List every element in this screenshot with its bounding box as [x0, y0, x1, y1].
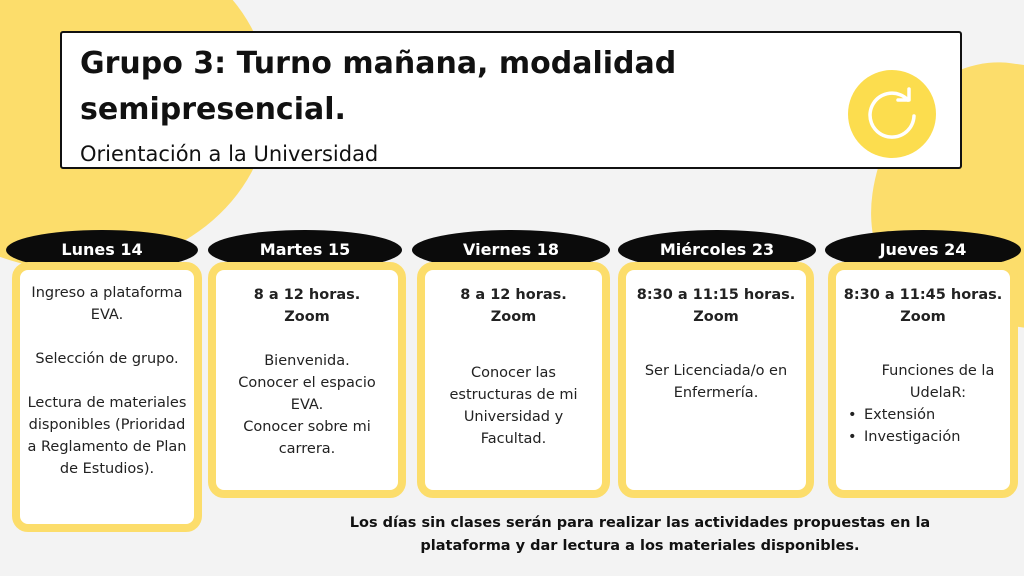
- day-card-jueves: [828, 262, 1018, 498]
- refresh-icon: [848, 70, 936, 158]
- page-title: Grupo 3: Turno mañana, modalidad semipresencial.: [80, 46, 677, 127]
- day-tab-lunes: Lunes 14: [6, 230, 198, 270]
- session-platform: Zoom: [900, 309, 946, 325]
- session-time: 8 a 12 horas.: [460, 287, 567, 303]
- day-card-viernes: [417, 262, 610, 498]
- session-time: 8:30 a 11:45 horas.: [843, 287, 1003, 303]
- activity-text: Funciones de la UdelaR:: [881, 363, 995, 401]
- activity-text: Ser Licenciada/o en Enfermería.: [644, 363, 788, 401]
- day-tab-miercoles: Miércoles 23: [618, 230, 816, 270]
- footer-note: Los días sin clases serán para realizar las actividades propuestas en la plataforma y dar lectura a los materiales disponibles.: [349, 515, 931, 554]
- page-subtitle: Orientación a la Universidad: [80, 142, 379, 166]
- list-item: • Extensión: [848, 407, 936, 423]
- title-card: [60, 31, 962, 169]
- day-tab-jueves: Jueves 24: [825, 230, 1021, 270]
- bullet-list: [836, 404, 1010, 448]
- activity-text: Bienvenida.: [264, 353, 350, 369]
- activity-text: Conocer el espacio EVA.: [238, 375, 376, 413]
- session-platform: Zoom: [284, 309, 330, 325]
- day-card-lunes: [12, 262, 202, 532]
- session-time: 8 a 12 horas.: [253, 287, 361, 303]
- day-card-martes: [208, 262, 406, 498]
- day-card-miercoles: [618, 262, 814, 498]
- session-platform: Zoom: [490, 309, 537, 325]
- activity-text: Conocer las estructuras de mi Universidad y Facultad.: [449, 365, 578, 447]
- list-item: • Investigación: [848, 429, 961, 445]
- activity-text: Selección de grupo.: [35, 351, 179, 367]
- session-time: 8:30 a 11:15 horas.: [636, 287, 796, 303]
- day-tab-martes: Martes 15: [208, 230, 402, 270]
- activity-text: Lectura de materiales disponibles (Prioridad a Reglamento de Plan de Estudios).: [27, 395, 187, 477]
- activity-text: Conocer sobre mi carrera.: [243, 419, 371, 457]
- session-platform: Zoom: [693, 309, 739, 325]
- activity-text: Ingreso a plataforma EVA.: [31, 285, 183, 323]
- day-tab-viernes: Viernes 18: [412, 230, 610, 270]
